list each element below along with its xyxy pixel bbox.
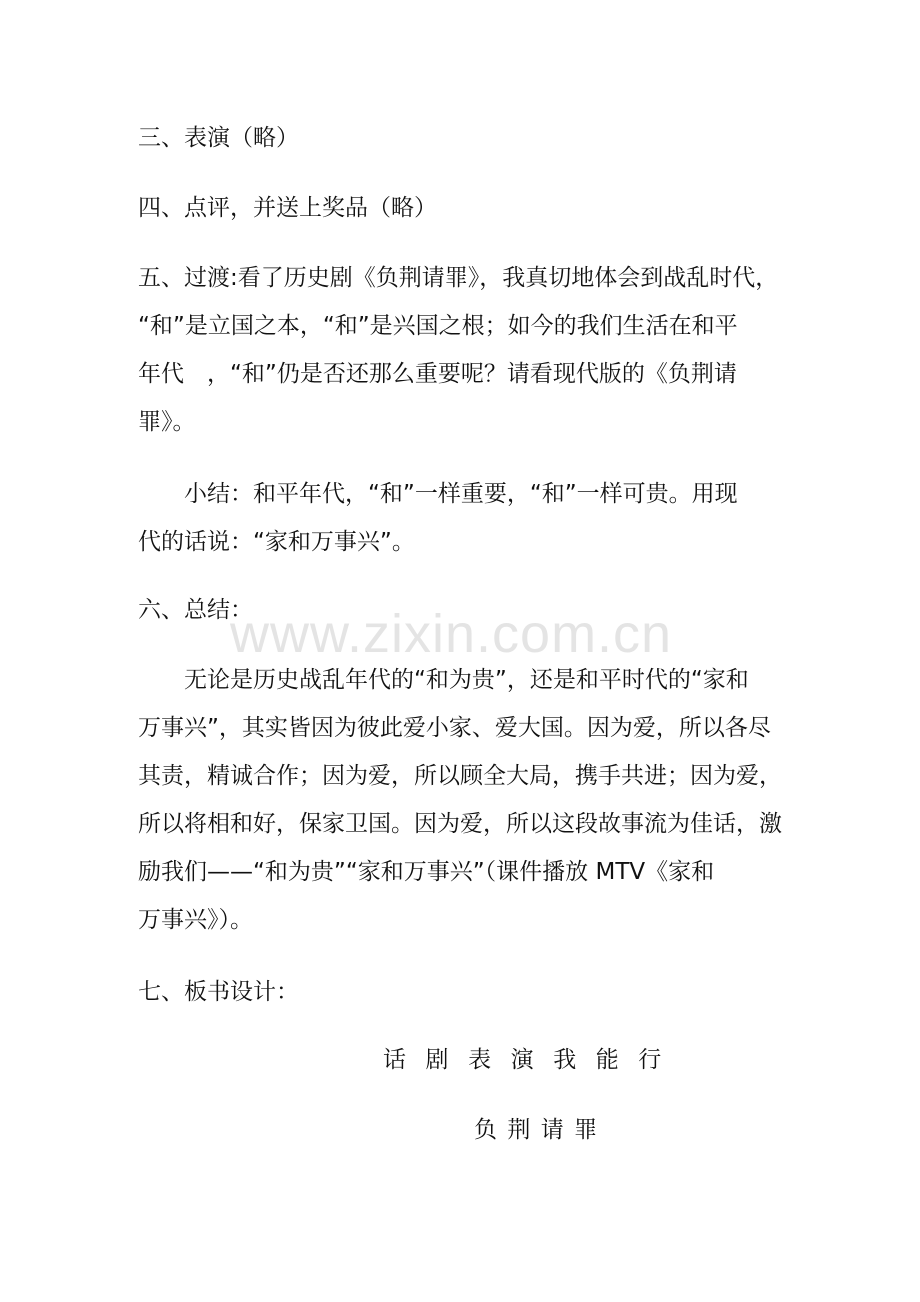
- summary-line-1: 小结：和平年代，“和”一样重要，“和”一样可贵。用现: [184, 481, 738, 507]
- section-3-heading: 三、表演（略）: [138, 125, 299, 151]
- board-subtitle: 负荆请罪: [474, 1117, 608, 1143]
- summary-line-2: 代的话说：“家和万事兴”。: [138, 529, 415, 555]
- conclusion-line-3: 其责，精诚合作；因为爱，所以顾全大局，携手共进；因为爱，: [138, 763, 782, 789]
- conclusion-line-5: 励我们——“和为贵”“家和万事兴”（课件播放 MTV《家和: [138, 859, 715, 885]
- section-7-heading: 七、板书设计：: [138, 979, 299, 1005]
- conclusion-paragraph: [138, 656, 788, 944]
- conclusion-line-4: 所以将相和好，保家卫国。因为爱，所以这段故事流为佳话，激: [138, 811, 782, 837]
- conclusion-line-2: 万事兴”，其实皆因为彼此爱小家、爱大国。因为爱，所以各尽: [138, 715, 771, 741]
- watermark: www.zixin.com.cn: [230, 604, 673, 664]
- section-6-heading: 六、总结：: [138, 597, 253, 623]
- section-4-heading: 四、点评，并送上奖品（略）: [138, 195, 437, 221]
- board-title: 话剧表演我能行: [383, 1047, 681, 1073]
- section-5-paragraph: [138, 254, 788, 446]
- section-5-line-2: “和”是立国之本，“和”是兴国之根；如今的我们生活在和平: [138, 313, 738, 339]
- summary-paragraph: [138, 470, 788, 566]
- conclusion-line-1: 无论是历史战乱年代的“和为贵”，还是和平时代的“家和: [184, 667, 749, 693]
- section-5-line-4: 罪》。: [138, 409, 196, 435]
- conclusion-line-6: 万事兴》）。: [138, 907, 253, 933]
- section-5-line-1: 五、过渡:看了历史剧《负荆请罪》，我真切地体会到战乱时代，: [138, 265, 779, 291]
- section-5-line-3: 年代 ，“和”仍是否还那么重要呢？请看现代版的《负荆请: [138, 361, 737, 387]
